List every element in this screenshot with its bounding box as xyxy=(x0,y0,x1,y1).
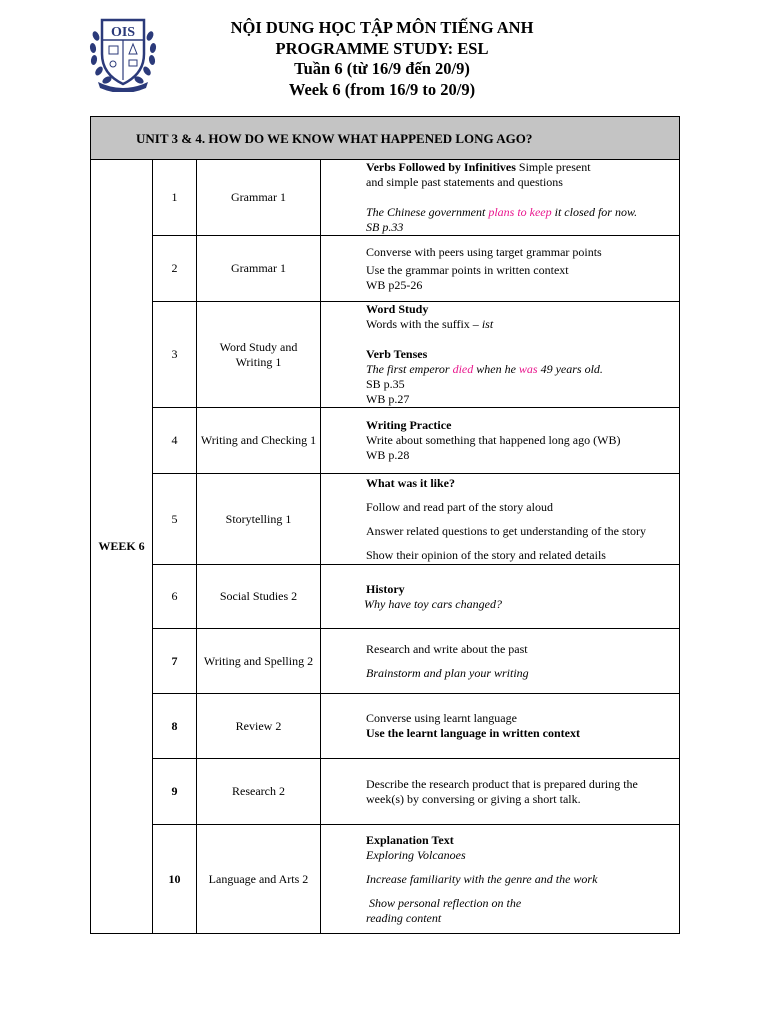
page-ref: WB p25-26 xyxy=(366,277,423,292)
lesson-content xyxy=(321,629,680,694)
lesson-name: Writing and Checking 1 xyxy=(197,408,321,474)
title-vietnamese: NỘI DUNG HỌC TẬP MÔN TIẾNG ANH xyxy=(230,18,534,37)
lesson-name: Writing and Spelling 2 xyxy=(197,629,321,694)
content-heading: Verb Tenses xyxy=(366,347,428,361)
example-text: The first emperor xyxy=(366,362,453,376)
lesson-name: Social Studies 2 xyxy=(197,565,321,629)
content-heading: Word Study xyxy=(366,302,429,316)
page-ref: SB p.33 xyxy=(366,220,404,234)
lesson-content xyxy=(321,474,680,565)
lesson-number: 8 xyxy=(153,694,197,759)
lesson-name: Research 2 xyxy=(197,759,321,825)
lesson-number: 5 xyxy=(153,474,197,565)
content-text: Follow and read part of the story aloud xyxy=(366,499,553,514)
content-text: reading content xyxy=(366,910,442,925)
lesson-name: Language and Arts 2 xyxy=(197,825,321,934)
content-text: ist xyxy=(481,317,494,331)
lesson-name: Word Study and Writing 1 xyxy=(197,302,321,408)
content-text: and simple past statements and questions xyxy=(366,175,563,189)
content-text: Write about something that happened long ago (WB) xyxy=(366,433,621,447)
content-text: Words with the suffix – xyxy=(366,317,482,331)
lesson-number: 7 xyxy=(153,629,197,694)
logo-text: OIS xyxy=(110,25,136,40)
lesson-name: Review 2 xyxy=(197,694,321,759)
lesson-number: 9 xyxy=(153,759,197,825)
content-heading: History xyxy=(366,581,405,596)
unit-title: UNIT 3 & 4. HOW DO WE KNOW WHAT HAPPENED LONG AGO? xyxy=(91,117,680,160)
content-heading: What was it like? xyxy=(366,475,456,490)
lesson-content xyxy=(321,302,680,408)
content-text: Converse using learnt language xyxy=(366,711,517,725)
table-row xyxy=(91,694,680,759)
lesson-content xyxy=(321,694,680,759)
content-text: Verbs Followed by Infinitives xyxy=(366,160,516,174)
title-week-vietnamese: Tuần 6 (từ 16/9 đến 20/9) xyxy=(294,59,470,78)
highlight-text: plans to keep xyxy=(488,205,552,219)
lesson-number: 1 xyxy=(153,160,197,236)
lesson-number: 2 xyxy=(153,236,197,302)
lesson-number: 3 xyxy=(153,302,197,408)
content-text: Why have toy cars changed? xyxy=(364,596,502,611)
lesson-content xyxy=(321,759,680,825)
title-week-english: Week 6 (from 16/9 to 20/9) xyxy=(288,79,476,99)
content-text: Exploring Volcanoes xyxy=(366,847,466,862)
content-text: Show their opinion of the story and related details xyxy=(366,547,606,562)
page-ref: WB p.27 xyxy=(366,392,410,406)
lesson-content xyxy=(321,160,680,236)
content-text: Use the learnt language in written context xyxy=(366,726,580,740)
example-text: 49 years old. xyxy=(537,362,603,376)
lesson-number: 4 xyxy=(153,408,197,474)
page-ref: SB p.35 xyxy=(366,377,405,391)
content-text: Brainstorm and plan your writing xyxy=(366,665,529,680)
table-row xyxy=(91,825,680,934)
content-text: Increase familiarity with the genre and the work xyxy=(366,871,598,886)
lesson-content xyxy=(321,408,680,474)
school-logo xyxy=(88,14,158,92)
table-row xyxy=(91,565,680,629)
highlight-text: was xyxy=(518,362,538,376)
lesson-name: Storytelling 1 xyxy=(197,474,321,565)
lesson-content xyxy=(321,236,680,302)
table-row xyxy=(91,759,680,825)
lesson-content xyxy=(321,825,680,934)
table-row xyxy=(91,474,680,565)
lesson-name: Grammar 1 xyxy=(197,236,321,302)
lesson-name: Grammar 1 xyxy=(197,160,321,236)
content-text: Use the grammar points in written context xyxy=(366,262,569,277)
document-header xyxy=(170,18,594,100)
content-heading: Writing Practice xyxy=(366,418,452,432)
table-row xyxy=(91,160,680,236)
content-text: Show personal reflection on the xyxy=(366,895,522,910)
table-row xyxy=(91,236,680,302)
lesson-number: 10 xyxy=(153,825,197,934)
unit-header-row xyxy=(91,117,680,160)
content-text: Converse with peers using target grammar points xyxy=(366,244,602,259)
week-label: WEEK 6 xyxy=(91,160,153,934)
lesson-plan-table xyxy=(90,116,680,934)
content-text: Simple present xyxy=(515,160,591,174)
lesson-number: 6 xyxy=(153,565,197,629)
table-row xyxy=(91,629,680,694)
content-text: Research and write about the past xyxy=(366,641,528,656)
title-programme: PROGRAMME STUDY: ESL xyxy=(275,38,489,58)
example-text: it closed for now. xyxy=(551,205,638,219)
lesson-content xyxy=(321,565,680,629)
example-text: The Chinese government xyxy=(366,205,489,219)
page-ref: WB p.28 xyxy=(366,448,410,462)
table-row xyxy=(91,408,680,474)
content-heading: Explanation Text xyxy=(366,832,454,847)
highlight-text: died xyxy=(452,362,474,376)
table-row xyxy=(91,302,680,408)
content-text: Answer related questions to get understanding of the story xyxy=(366,523,646,538)
example-text: when he xyxy=(473,362,519,376)
content-text: Describe the research product that is prepared during the week(s) by conversing or giving a short talk. xyxy=(366,776,638,806)
